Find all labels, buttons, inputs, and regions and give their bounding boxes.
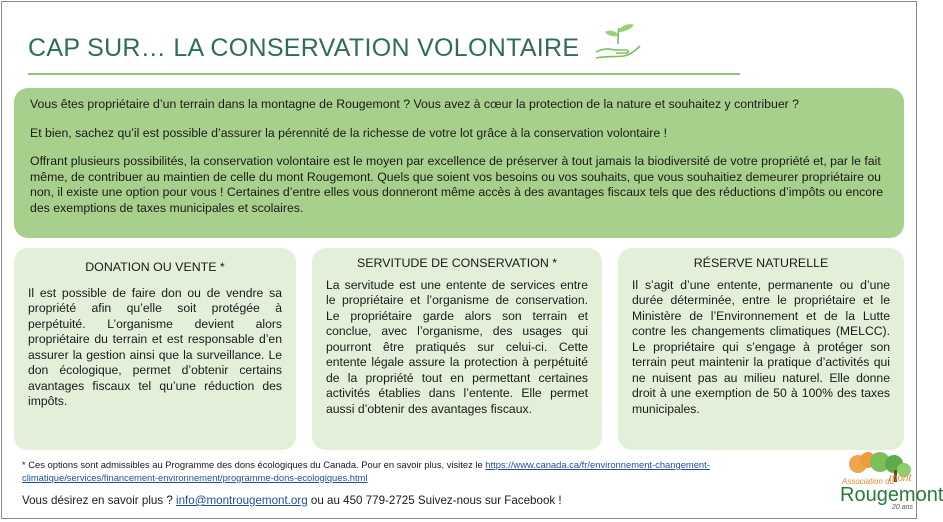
intro-paragraph: Vous êtes propriétaire d’un terrain dans la montagne de Rougemont ? Vous avez à cœur la protection de la nature et souhaitez y contribuer ? bbox=[30, 97, 800, 111]
contact-prefix: Vous désirez en savoir plus ? bbox=[22, 494, 177, 507]
option-text: La servitude est une entente de services entre le propriétaire et l’organisme de conservation. Le propriétaire garde alors son terrain et conclue, avec l’organisme, des usages qui pourront être pratiqués sur celui-ci. Cette entente légale assure la protection à perpétuité de la propriété tout en permettant certaines activités établies dans l’entente. Elle permet aussi d’obtenir des avantages fiscaux. bbox=[326, 277, 588, 416]
option-title: RÉSERVE NATURELLE bbox=[693, 256, 829, 270]
logo-mont-text: mont bbox=[889, 473, 912, 484]
logo-name-text: Rougemont bbox=[840, 484, 943, 506]
intro-paragraph: Et bien, sachez qu’il est possible d’assurer la pérennité de la richesse de votre lot grâce à la conservation volontaire ! bbox=[30, 125, 668, 140]
option-reserve-panel bbox=[618, 248, 904, 450]
logo-association-text: Association du bbox=[842, 477, 895, 486]
contact-suffix: ou au 450 779-2725 Suivez-nous sur Facebook ! bbox=[307, 494, 562, 507]
footnote bbox=[22, 459, 712, 484]
page-title: CAP SUR… LA CONSERVATION VOLONTAIRE bbox=[28, 34, 580, 62]
option-text: Il s’agit d’une entente, permanente ou d’une durée déterminée, entre le propriétaire et le Ministère de l’Environnement et de la Lutte contre les changements climatiques (MELCC). Le propriétaire qui s’engage à protéger son terrain peut maintenir la pratique d’activités qui ne nuisent pas au milieu naturel. Elle donne droit à une exemption de 50 à 100% des taxes municipales. bbox=[632, 277, 890, 416]
eco-gifts-link[interactable]: https://www.canada.ca/fr/environnement-changement-climatique/services/financement-environnement/programme-dons-ecologiques.html bbox=[22, 459, 710, 483]
option-donation-panel bbox=[14, 248, 296, 450]
option-servitude-panel bbox=[312, 248, 602, 450]
contact-line bbox=[22, 494, 562, 507]
title-underline bbox=[28, 73, 740, 75]
option-title: SERVITUDE DE CONSERVATION * bbox=[356, 256, 558, 270]
intro-paragraph: Offrant plusieurs possibilités, la conservation volontaire est le moyen par excellence de préserver à tout jamais la biodiversité de votre propriété et, par le fait même, de contribuer au maintien de celle du mont Rougemont. Quels que soient vos besoins ou vos souhaits, que vous souhaitiez demeurer propriétaire ou non, il existe une option pour vous ! Certaines d’entre elles vous donneront même accès à des avantages fiscaux tels que des réductions d’impôts ou encore des exemptions de taxes municipales et scolaires. bbox=[30, 154, 884, 215]
intro-panel bbox=[14, 88, 904, 238]
option-title: DONATION OU VENTE * bbox=[85, 260, 225, 274]
hand-with-sprout-icon bbox=[592, 22, 644, 62]
footnote-text: * Ces options sont admissibles au Programme des dons écologiques du Canada. Pour en savoir plus, visitez le bbox=[22, 459, 486, 470]
email-link[interactable]: info@montrougemont.org bbox=[176, 494, 308, 507]
option-text: Il est possible de faire don ou de vendre sa propriété afin qu’elle soit protégée à perpétuité. L’organisme devient alors propriétaire du terrain et est responsable d’en assurer la gestion ainsi que la surveillance. Le don écologique, permet d’obtenir certains avantages fiscaux tel qu’une réduction des impôts. bbox=[28, 285, 282, 408]
logo-years-text: 20 ans bbox=[892, 504, 914, 511]
